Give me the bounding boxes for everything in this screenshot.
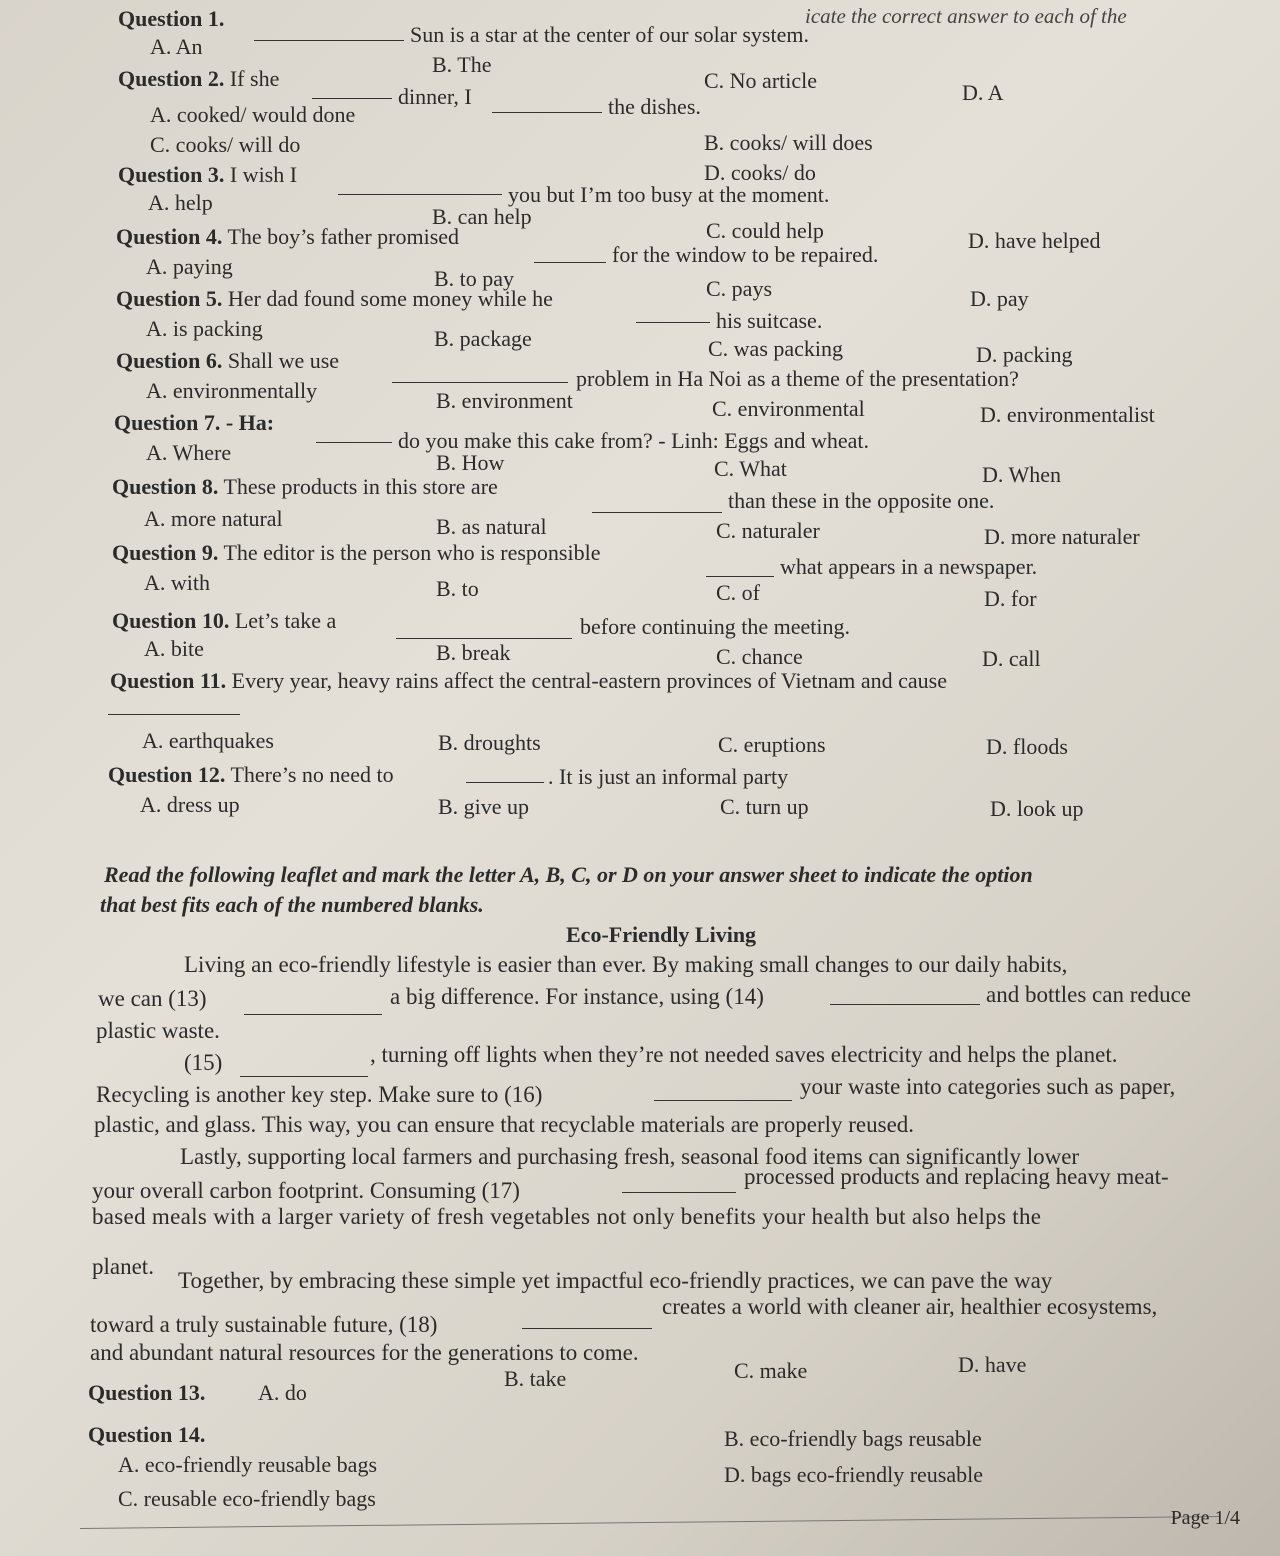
- question-stem: Shall we use: [227, 348, 340, 373]
- question-label: Question 9.: [112, 540, 219, 565]
- question-14: [88, 1422, 205, 1448]
- reading-instruction-line-1: Read the following leaflet and mark the letter A, B, C, or D on your answer sheet to indicate the option: [104, 862, 1033, 887]
- option-a: A. Where: [146, 440, 232, 465]
- option-a: A. paying: [146, 254, 233, 279]
- option-b: B. How: [436, 450, 505, 475]
- option-b: B. break: [436, 640, 511, 665]
- passage-line: planet.: [92, 1254, 154, 1279]
- option-a: A. bite: [144, 636, 204, 661]
- question-label: Question 13.: [88, 1380, 206, 1405]
- answer-blank: [396, 620, 572, 639]
- option-b: B. give up: [438, 794, 530, 819]
- option-c: C. chance: [716, 644, 803, 669]
- answer-blank: [312, 80, 392, 99]
- question-4: [116, 224, 459, 250]
- question-3: [118, 162, 297, 188]
- question-9: [112, 540, 600, 566]
- question-label: Question 12.: [108, 762, 226, 787]
- header-instruction-fragment: icate the correct answer to each of the: [805, 4, 1127, 28]
- question-5: [116, 286, 553, 312]
- option-b: B. to pay: [434, 266, 515, 291]
- question-stem-end: problem in Ha Noi as a theme of the presentation?: [576, 366, 1019, 391]
- passage-line: , turning off lights when they’re not needed saves electricity and helps the planet.: [370, 1042, 1118, 1067]
- option-d: D. packing: [976, 342, 1073, 367]
- option-d: D. pay: [970, 286, 1029, 311]
- option-a: A. with: [144, 570, 210, 595]
- option-d: D. have helped: [968, 228, 1101, 253]
- question-stem: The editor is the person who is responsible: [223, 540, 601, 565]
- option-b: B. package: [434, 326, 532, 351]
- question-label: Question 10.: [112, 608, 230, 633]
- answer-blank-17: [622, 1174, 736, 1193]
- option-d: D. for: [984, 586, 1037, 611]
- question-stem: Her dad found some money while he: [227, 286, 553, 311]
- option-d: D. A: [962, 80, 1004, 105]
- option-b: B. eco-friendly bags reusable: [724, 1426, 982, 1451]
- question-stem-end: before continuing the meeting.: [580, 614, 851, 639]
- passage-line: toward a truly sustainable future, (18): [90, 1312, 438, 1337]
- question-stem: Sun is a star at the center of our solar system.: [410, 22, 809, 47]
- question-stem: Every year, heavy rains affect the central-eastern provinces of Vietnam and cause: [231, 668, 947, 693]
- option-a: A. is packing: [146, 316, 263, 341]
- answer-blank: [706, 558, 774, 577]
- question-stem: The boy’s father promised: [227, 224, 460, 249]
- option-b: B. droughts: [438, 730, 541, 755]
- option-a: A. earthquakes: [142, 728, 274, 753]
- answer-blank-18: [522, 1310, 652, 1329]
- option-b: B. can help: [432, 204, 532, 229]
- passage-line: (15): [184, 1050, 223, 1075]
- option-d: D. have: [958, 1352, 1027, 1377]
- passage-line: plastic waste.: [96, 1018, 220, 1043]
- question-6: [116, 348, 339, 374]
- answer-blank: [108, 696, 240, 715]
- answer-blank-14: [830, 986, 980, 1005]
- option-a: A. An: [150, 34, 203, 59]
- footer-divider: [80, 1516, 1220, 1529]
- option-c: C. was packing: [708, 336, 844, 361]
- option-d: D. bags eco-friendly reusable: [724, 1462, 984, 1487]
- question-7: [114, 410, 274, 436]
- option-c: C. could help: [706, 218, 824, 243]
- answer-blank: [534, 244, 606, 263]
- answer-blank: [254, 22, 404, 41]
- passage-line: creates a world with cleaner air, healthier ecosystems,: [662, 1294, 1158, 1319]
- option-d: D. more naturaler: [984, 524, 1140, 549]
- question-label: Question 5.: [116, 286, 223, 311]
- leaflet-title: Eco-Friendly Living: [566, 922, 757, 947]
- question-1: [118, 6, 224, 32]
- answer-blank: [592, 494, 722, 513]
- answer-blank-16: [654, 1082, 792, 1101]
- passage-line: Together, by embracing these simple yet impactful eco-friendly practices, we can pave the way: [178, 1268, 1053, 1293]
- option-c: C. What: [714, 456, 787, 481]
- answer-blank: [636, 304, 710, 323]
- question-11: [110, 668, 947, 694]
- option-b: B. to: [436, 576, 479, 601]
- answer-blank-13: [244, 996, 382, 1015]
- option-d: D. cooks/ do: [704, 160, 816, 185]
- passage-line: plastic, and glass. This way, you can ensure that recyclable materials are properly reused.: [94, 1112, 915, 1137]
- passage-line: based meals with a larger variety of fresh vegetables not only benefits your health but also helps the: [92, 1204, 1042, 1229]
- option-a: A. eco-friendly reusable bags: [118, 1452, 378, 1477]
- passage-line: processed products and replacing heavy meat-: [744, 1164, 1169, 1189]
- question-label: Question 6.: [116, 348, 223, 373]
- option-c: C. No article: [704, 68, 818, 93]
- option-c: C. of: [716, 580, 760, 605]
- question-stem: If she: [229, 66, 280, 91]
- option-a: A. dress up: [140, 792, 240, 817]
- answer-blank: [338, 176, 502, 195]
- question-label: Question 2.: [118, 66, 225, 91]
- option-c: C. cooks/ will do: [150, 132, 301, 157]
- option-c: C. eruptions: [718, 732, 826, 757]
- question-stem: There’s no need to: [230, 762, 394, 787]
- question-stem: These products in this store are: [223, 474, 498, 499]
- question-label: Question 7. - Ha:: [114, 410, 275, 435]
- passage-line: Living an eco-friendly lifestyle is easier than ever. By making small changes to our daily habits,: [184, 952, 1068, 977]
- answer-blank-15: [240, 1058, 368, 1077]
- question-2: [118, 66, 279, 92]
- question-stem-end: than these in the opposite one.: [728, 488, 995, 513]
- option-c: C. make: [734, 1358, 808, 1383]
- passage-line: your overall carbon footprint. Consuming (17): [92, 1178, 520, 1203]
- option-a: A. help: [148, 190, 213, 215]
- option-b: B. take: [504, 1366, 567, 1391]
- option-b: B. cooks/ will does: [704, 130, 873, 155]
- question-stem-end: what appears in a newspaper.: [780, 554, 1038, 579]
- question-13: [88, 1380, 205, 1406]
- option-c: C. naturaler: [716, 518, 820, 543]
- answer-blank: [466, 764, 544, 783]
- answer-blank: [316, 424, 392, 443]
- question-label: Question 1.: [118, 6, 225, 31]
- passage-line: your waste into categories such as paper,: [800, 1074, 1176, 1099]
- option-c: C. pays: [706, 276, 772, 301]
- question-stem-end: the dishes.: [608, 94, 701, 119]
- passage-line: and abundant natural resources for the generations to come.: [90, 1340, 639, 1365]
- question-label: Question 8.: [112, 474, 219, 499]
- option-b: B. environment: [436, 388, 573, 413]
- option-a: A. cooked/ would done: [150, 102, 356, 127]
- question-stem: Let’s take a: [234, 608, 337, 633]
- passage-line: a big difference. For instance, using (14): [390, 984, 764, 1009]
- option-a: A. environmentally: [146, 378, 318, 403]
- question-12: [108, 762, 394, 788]
- passage-line: we can (13): [98, 986, 207, 1011]
- option-c: C. reusable eco-friendly bags: [118, 1486, 376, 1511]
- passage-line: Lastly, supporting local farmers and purchasing fresh, seasonal food items can significantly lower: [180, 1144, 1080, 1169]
- option-c: C. environmental: [712, 396, 865, 421]
- question-stem: I wish I: [229, 162, 298, 187]
- option-b: B. as natural: [436, 514, 547, 539]
- option-d: D. call: [982, 646, 1041, 671]
- passage-line: and bottles can reduce: [986, 982, 1191, 1007]
- question-stem-end: . It is just an informal party: [548, 764, 789, 789]
- question-8: [112, 474, 498, 500]
- answer-blank: [492, 94, 602, 113]
- page-number: Page 1/4: [1170, 1507, 1240, 1529]
- passage-line: Recycling is another key step. Make sure to (16): [96, 1082, 543, 1107]
- question-label: Question 3.: [118, 162, 225, 187]
- question-stem-end: his suitcase.: [716, 308, 823, 333]
- reading-instruction-line-2: that best fits each of the numbered blanks.: [100, 892, 484, 917]
- option-a: A. do: [258, 1380, 307, 1405]
- question-stem-end: for the window to be repaired.: [612, 242, 879, 267]
- option-b: B. The: [432, 52, 492, 77]
- option-d: D. look up: [990, 796, 1084, 821]
- question-10: [112, 608, 336, 634]
- question-stem-end: do you make this cake from? - Linh: Eggs and wheat.: [398, 428, 870, 453]
- question-label: Question 4.: [116, 224, 223, 249]
- question-label: Question 14.: [88, 1422, 206, 1447]
- question-label: Question 11.: [110, 668, 227, 693]
- option-d: D. environmentalist: [980, 402, 1155, 427]
- question-stem-end: you but I’m too busy at the moment.: [508, 182, 830, 207]
- option-c: C. turn up: [720, 794, 809, 819]
- option-d: D. When: [982, 462, 1062, 487]
- question-stem-mid: dinner, I: [398, 84, 472, 109]
- answer-blank: [392, 364, 568, 383]
- option-a: A. more natural: [144, 506, 283, 531]
- option-d: D. floods: [986, 734, 1068, 759]
